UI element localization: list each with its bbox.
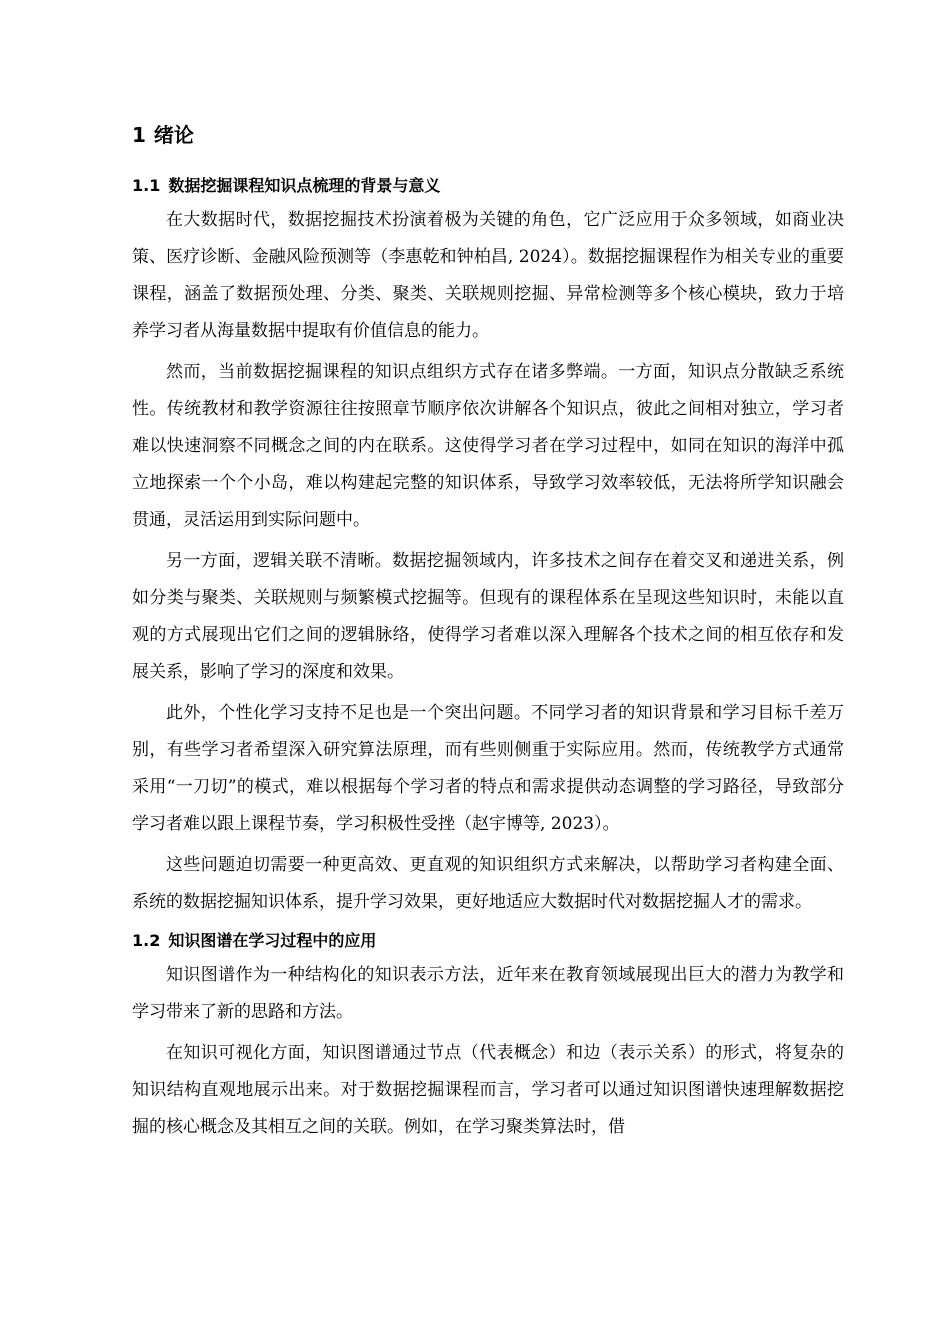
paragraph: 在大数据时代，数据挖掘技术扮演着极为关键的角色，它广泛应用于众多领域，如商业决策、医疗诊断、金融风险预测等（李惠乾和钟柏昌, 2024）。数据挖掘课程作为相关专业的重要课程，涵盖了数据预处理、分类、聚类、关联规则挖掘、异常检测等多个核心模块，致力于培养学习者从海量数据中提取有价值信息的能力。 xyxy=(132,210,844,341)
section-number: 1.2 xyxy=(132,931,161,950)
paragraph: 此外，个性化学习支持不足也是一个突出问题。不同学习者的知识背景和学习目标千差万别，有些学习者希望深入研究算法原理，而有些则侧重于实际应用。然而，传统教学方式通常采用“一刀切”的模式，难以根据每个学习者的特点和需求提供动态调整的学习路径，导致部分学习者难以跟上课程节奏，学习积极性受挫（赵宇博等, 2023）。 xyxy=(132,703,844,834)
paragraph: 这些问题迫切需要一种更高效、更直观的知识组织方式来解决，以帮助学习者构建全面、系统的数据挖掘知识体系，提升学习效果，更好地适应大数据时代对数据挖掘人才的需求。 xyxy=(132,855,844,912)
paragraph: 知识图谱作为一种结构化的知识表示方法，近年来在教育领域展现出巨大的潜力为教学和学习带来了新的思路和方法。 xyxy=(132,965,844,1022)
paragraph: 另一方面，逻辑关联不清晰。数据挖掘领域内，许多技术之间存在着交叉和递进关系，例如分类与聚类、关联规则与频繁模式挖掘等。但现有的课程体系在呈现这些知识时，未能以直观的方式展现出它们之间的逻辑脉络，使得学习者难以深入理解各个技术之间的相互依存和发展关系，影响了学习的深度和效果。 xyxy=(132,551,844,682)
chapter-title: 绪论 xyxy=(153,123,194,147)
section-title: 数据挖掘课程知识点梳理的背景与意义 xyxy=(168,176,441,195)
paragraph: 然而，当前数据挖掘课程的知识点组织方式存在诸多弊端。一方面，知识点分散缺乏系统性。传统教材和教学资源往往按照章节顺序依次讲解各个知识点，彼此之间相对独立，学习者难以快速洞察不同概念之间的内在联系。这使得学习者在学习过程中，如同在知识的海洋中孤立地探索一个个小岛，难以构建起完整的知识体系，导致学习效率较低，无法将所学知识融会贯通，灵活运用到实际问题中。 xyxy=(132,362,844,530)
section-heading-1-1 xyxy=(132,170,844,202)
section-title: 知识图谱在学习过程中的应用 xyxy=(168,931,377,950)
chapter-heading xyxy=(132,118,844,152)
section-heading-1-2 xyxy=(132,925,844,957)
section-number: 1.1 xyxy=(132,176,161,195)
chapter-number: 1 xyxy=(132,123,146,147)
paragraph: 在知识可视化方面，知识图谱通过节点（代表概念）和边（表示关系）的形式，将复杂的知识结构直观地展示出来。对于数据挖掘课程而言，学习者可以通过知识图谱快速理解数据挖掘的核心概念及其相互之间的关联。例如，在学习聚类算法时，借 xyxy=(132,1043,844,1137)
document-body xyxy=(132,118,844,1150)
